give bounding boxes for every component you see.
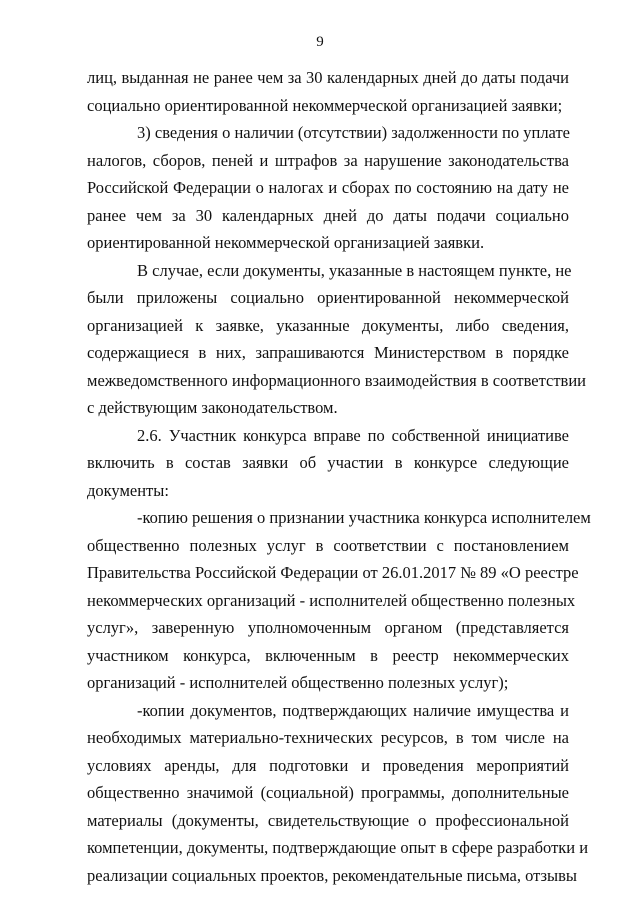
text-line: услуг», заверенную уполномоченным органом (представляется <box>87 618 569 637</box>
paragraph <box>87 697 589 890</box>
text-line: компетенции, документы, подтверждающие опыт в сфере разработки и <box>87 838 589 857</box>
text-line: необходимых материально-технических ресурсов, в том числе на <box>87 728 569 747</box>
paragraph <box>87 64 569 119</box>
text-line: условиях аренды, для подготовки и проведения мероприятий <box>87 755 569 775</box>
text-line: социально ориентированной некоммерческой организацией заявки; <box>87 95 563 115</box>
text-line: -копию решения о признании участника конкурса исполнителем <box>137 508 591 527</box>
text-line: 3) сведения о наличии (отсутствии) задолженности по уплате <box>137 123 570 142</box>
text-line: -копии документов, подтверждающих наличие имущества и <box>137 700 569 720</box>
text-line: некоммерческих организаций - исполнителей общественно полезных <box>87 590 576 610</box>
text-line: лиц, выданная не ранее чем за 30 календарных дней до даты подачи <box>87 68 569 87</box>
text-line: общественно значимой (социальной) программы, дополнительные <box>87 783 569 802</box>
text-line: общественно полезных услуг в соответствии с постановлением <box>87 535 569 555</box>
text-line: 2.6. Участник конкурса вправе по собственной инициативе <box>137 425 569 445</box>
text-line: ранее чем за 30 календарных дней до даты подачи социально <box>87 205 569 225</box>
text-line: реализации социальных проектов, рекомендательные письма, отзывы <box>87 865 578 885</box>
text-line: документы: <box>87 480 169 500</box>
text-line: организацией к заявке, указанные документы, либо сведения, <box>87 315 569 335</box>
paragraph <box>87 422 569 505</box>
text-line: организаций - исполнителей общественно полезных услуг); <box>87 673 509 692</box>
text-line: содержащиеся в них, запрашиваются Министерством в порядке <box>87 343 569 362</box>
document-body <box>87 64 591 889</box>
text-line: участником конкурса, включенным в реестр некоммерческих <box>87 645 569 665</box>
text-line: материалы (документы, свидетельствующие о профессиональной <box>87 810 569 830</box>
text-line: ориентированной некоммерческой организацией заявки. <box>87 233 485 252</box>
paragraph <box>87 504 591 697</box>
text-line: межведомственного информационного взаимодействия в соответствии <box>87 370 586 390</box>
text-line: были приложены социально ориентированной некоммерческой <box>87 288 569 307</box>
page-number: 9 <box>316 34 324 50</box>
text-line: Российской Федерации о налогах и сборах по состоянию на дату не <box>87 178 569 197</box>
text-line: включить в состав заявки об участии в конкурсе следующие <box>87 453 569 472</box>
text-line: Правительства Российской Федерации от 26.01.2017 № 89 «О реестре <box>87 563 579 582</box>
paragraph <box>87 257 586 422</box>
text-line: В случае, если документы, указанные в настоящем пункте, не <box>137 260 572 280</box>
text-line: с действующим законодательством. <box>87 398 338 417</box>
paragraph <box>87 119 569 257</box>
text-line: налогов, сборов, пеней и штрафов за нарушение законодательства <box>87 150 569 170</box>
